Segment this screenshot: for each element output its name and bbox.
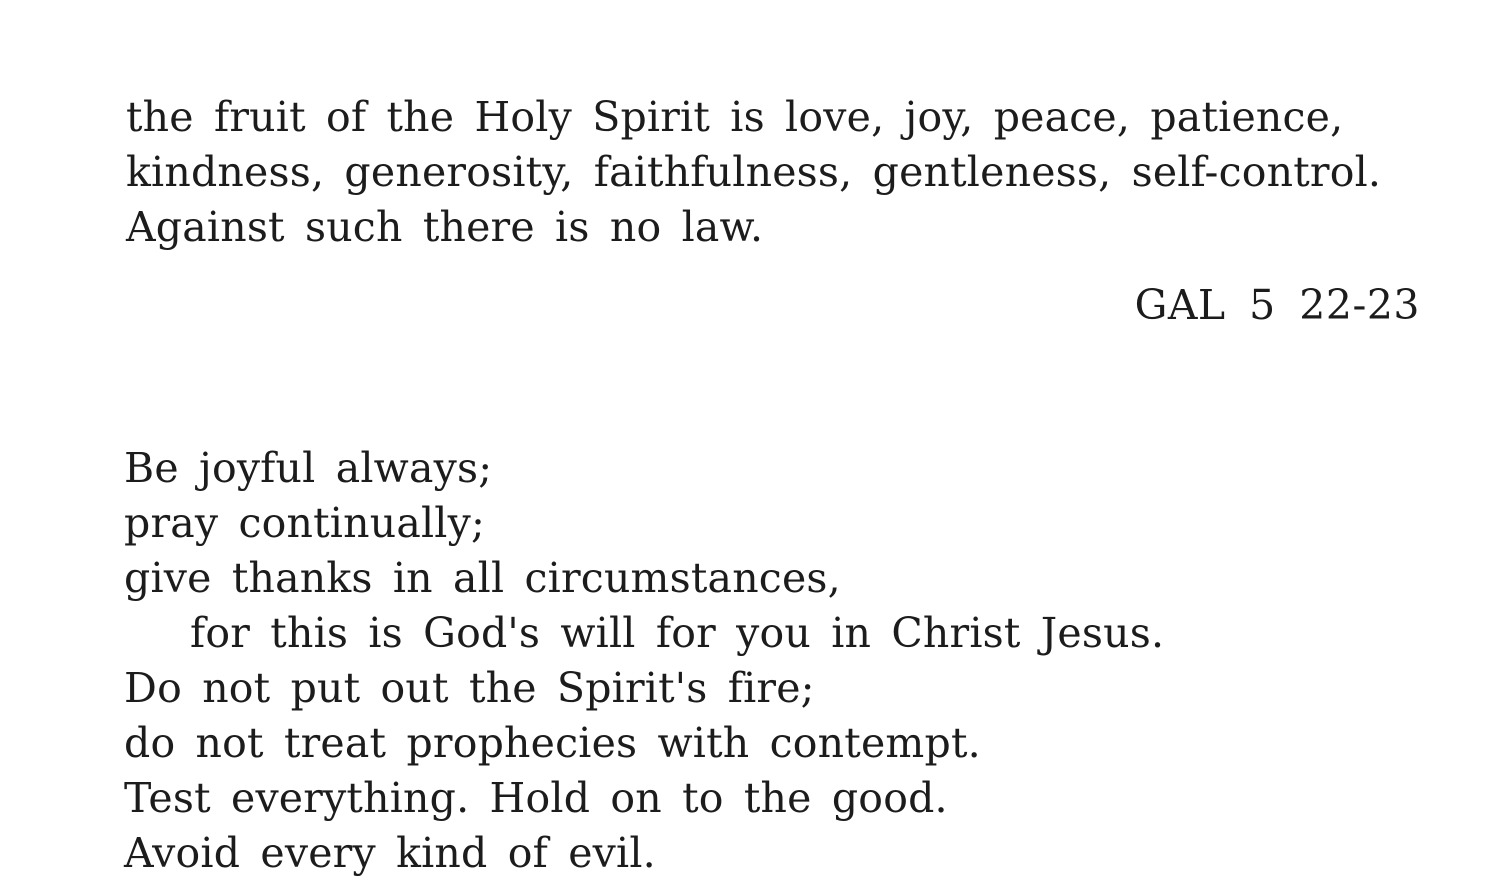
- passage-line: give thanks in all circumstances,: [124, 554, 841, 602]
- passage-line: pray continually;: [124, 499, 485, 547]
- passage-line: Against such there is no law.: [126, 203, 764, 251]
- passage-line-indented: for this is God's will for you in Christ Jesus.: [190, 609, 1165, 657]
- scripture-passage-thessalonians: [124, 441, 1424, 881]
- scripture-citation: GAL 5 22-23: [1134, 281, 1420, 329]
- passage-line: Be joyful always;: [124, 444, 493, 492]
- passage-line: the fruit of the Holy Spirit is love, joy, peace, patience,: [126, 93, 1344, 141]
- passage-line: do not treat prophecies with contempt.: [124, 719, 981, 767]
- passage-line: kindness, generosity, faithfulness, gentleness, self-control.: [126, 148, 1382, 196]
- passage-line: Test everything. Hold on to the good.: [124, 774, 948, 822]
- passage-line: Avoid every kind of evil.: [124, 829, 656, 877]
- passage-line: Do not put out the Spirit's fire;: [124, 664, 815, 712]
- scripture-passage-galatians: [126, 90, 1426, 255]
